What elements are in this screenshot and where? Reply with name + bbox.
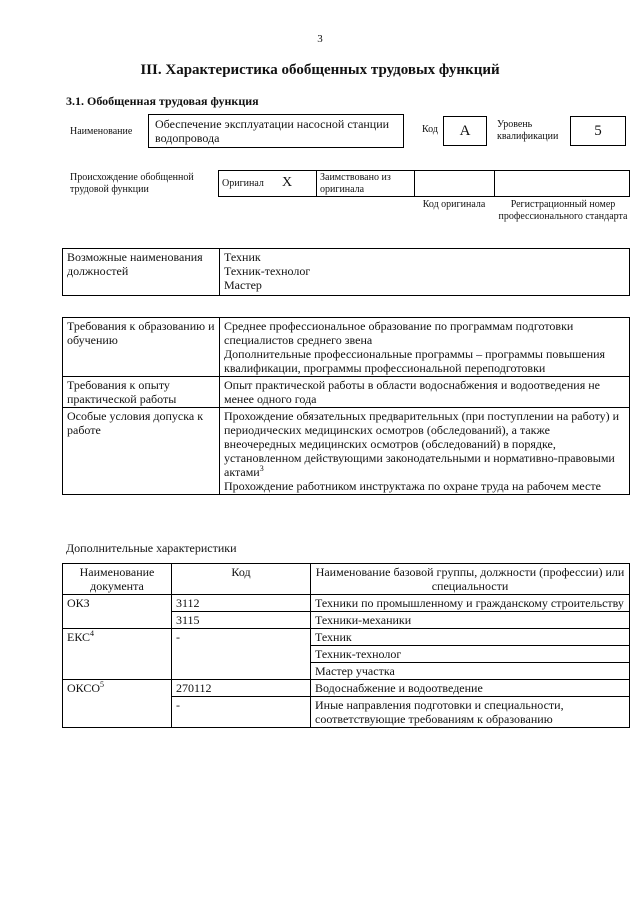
code-cell: - <box>172 629 311 680</box>
borrowed-label: Заимствовано из оригинала <box>320 172 391 195</box>
name-cell: Иные направления подготовки и специальности, соответствующие требованиям к образованию <box>311 697 630 728</box>
code-label: Код <box>422 124 438 135</box>
experience-label: Требования к опыту практической работы <box>63 377 220 408</box>
divider <box>414 170 415 197</box>
footnote-mark: 5 <box>100 680 105 689</box>
document-cell <box>63 595 172 629</box>
name-cell: Техники-механики <box>311 612 630 629</box>
positions-table <box>62 248 630 296</box>
origin-box <box>218 170 630 197</box>
name-cell: Мастер участка <box>311 663 630 680</box>
code-cell: 3115 <box>172 612 311 629</box>
name-cell: Техники по промышленному и гражданскому строительству <box>311 595 630 612</box>
additional-title: Дополнительные характеристики <box>66 541 237 555</box>
document-cell <box>63 680 172 728</box>
document-name: ОКЗ <box>67 596 90 610</box>
education-label: Требования к образованию и обучению <box>63 318 220 377</box>
table-row <box>63 595 630 612</box>
position-item: Мастер <box>224 278 262 292</box>
name-label: Наименование <box>70 126 133 137</box>
table-row <box>63 680 630 697</box>
code-cell: 270112 <box>172 680 311 697</box>
education-text: Среднее профессиональное образование по программам подготовки специалистов среднего звена <box>224 319 574 347</box>
admission-text-body: Прохождение обязательных предварительных (при поступлении на работу) и периодических медицинских осмотров (обследований), а также внеочередных медицинских осмотров (обследований) в порядке, установленном действующими законодательными и нормативно-правовыми актами <box>224 409 620 479</box>
position-item: Техник-технолог <box>224 264 311 278</box>
requirements-table <box>62 317 630 495</box>
name-cell: Техник <box>311 629 630 646</box>
document-cell <box>63 629 172 680</box>
document-name: ЕКС <box>67 630 91 644</box>
header-name: Наименование базовой группы, должности (профессии) или специальности <box>311 564 630 595</box>
section-title: III. Характеристика обобщенных трудовых функций <box>140 62 500 78</box>
reg-number-caption: Регистрационный номер профессионального стандарта <box>498 199 628 222</box>
admission-text <box>224 409 625 479</box>
positions-label: Возможные наименования должностей <box>63 249 220 296</box>
function-name: Обеспечение эксплуатации насосной станции водопровода <box>155 117 390 145</box>
education-cell <box>220 318 630 377</box>
original-label: Оригинал <box>222 178 264 189</box>
footnote-mark: 4 <box>90 629 95 638</box>
code-cell: 3112 <box>172 595 311 612</box>
name-cell: Водоснабжение и водоотведение <box>311 680 630 697</box>
admission-cell <box>220 408 630 495</box>
experience-text: Опыт практической работы в области водоснабжения и водоотведения не менее одного года <box>220 377 630 408</box>
code-original-caption: Код оригинала <box>422 199 486 210</box>
table-row <box>63 629 630 646</box>
header-document: Наименование документа <box>63 564 172 595</box>
positions-list <box>220 249 630 296</box>
function-name-box <box>148 114 404 148</box>
original-mark: Х <box>282 175 293 190</box>
document-name: ОКСО <box>67 681 101 695</box>
subsection-title: 3.1. Обобщенная трудовая функция <box>66 94 259 108</box>
additional-table <box>62 563 630 728</box>
name-cell: Техник-технолог <box>311 646 630 663</box>
level-label: Уровень квалификации <box>497 119 559 142</box>
footnote-mark: 3 <box>259 464 264 473</box>
education-text-additional: Дополнительные профессиональные программы – программы повышения квалификации, программы профессиональной переподготовки <box>224 347 606 375</box>
position-item: Техник <box>224 250 261 264</box>
level-value: 5 <box>570 116 626 146</box>
admission-text-additional: Прохождение работником инструктажа по охране труда на рабочем месте <box>224 479 601 493</box>
code-value: А <box>443 116 487 146</box>
admission-label: Особые условия допуска к работе <box>63 408 220 495</box>
divider <box>494 170 495 197</box>
page-number: 3 <box>317 33 323 45</box>
divider <box>316 170 317 197</box>
origin-label: Происхождение обобщенной трудовой функции <box>70 172 194 195</box>
header-code: Код <box>172 564 311 595</box>
code-cell: - <box>172 697 311 728</box>
